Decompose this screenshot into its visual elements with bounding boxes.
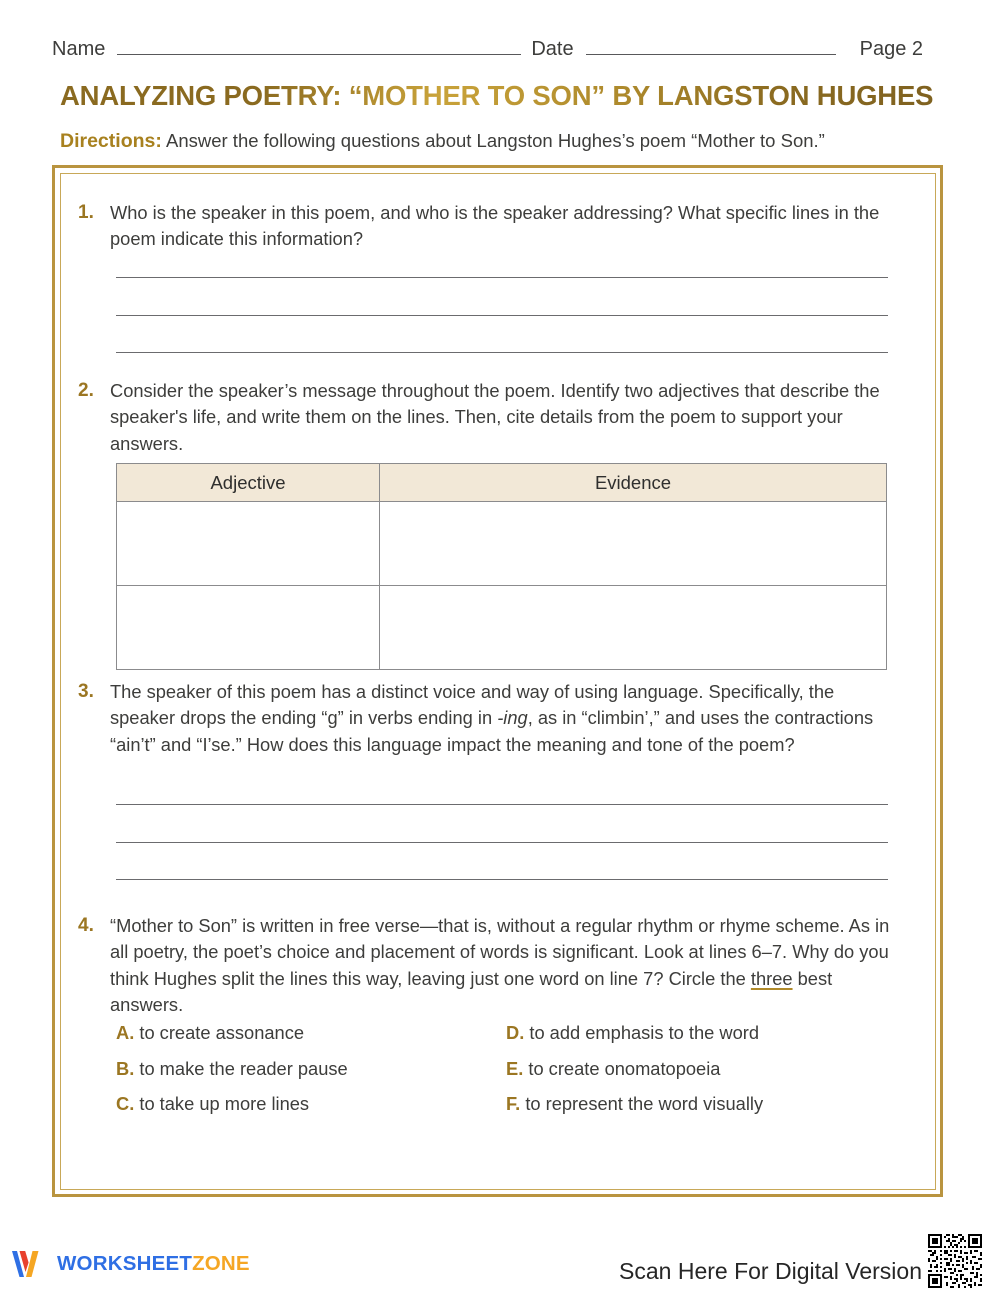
answer-line[interactable] bbox=[116, 352, 888, 353]
date-label: Date bbox=[531, 38, 574, 60]
name-label: Name bbox=[52, 38, 106, 60]
question-4-text bbox=[110, 913, 898, 1018]
table-row bbox=[117, 586, 887, 670]
question-3-text bbox=[110, 679, 898, 758]
answer-line[interactable] bbox=[116, 804, 888, 805]
option-c-letter: C. bbox=[116, 1093, 135, 1114]
question-3-answer-lines[interactable] bbox=[116, 804, 888, 880]
table-header-row bbox=[117, 464, 887, 502]
table-cell-evidence[interactable] bbox=[380, 502, 887, 586]
option-b-label: to make the reader pause bbox=[134, 1057, 348, 1079]
question-1-text: Who is the speaker in this poem, and who is the speaker addressing? What specific lines in the poem indicate this information? bbox=[110, 202, 880, 250]
question-1-number: 1. bbox=[78, 202, 94, 223]
brand-text-worksheet: WORKSHEET bbox=[57, 1252, 193, 1275]
question-3-text-part2: , as in “climbin’,” and uses the contractions “ain’t” and “I’se.” How does this language impact the meaning and tone of the poem? bbox=[110, 707, 874, 755]
question-4 bbox=[78, 913, 898, 1018]
page-footer bbox=[0, 1228, 1000, 1294]
directions-line bbox=[60, 130, 960, 153]
date-write-line bbox=[586, 54, 836, 55]
qr-code-icon[interactable] bbox=[926, 1232, 984, 1290]
option-d-label: to add emphasis to the word bbox=[524, 1022, 760, 1043]
brand-text-zone: ZONE bbox=[192, 1252, 250, 1275]
question-1-answer-lines[interactable] bbox=[116, 277, 888, 353]
question-3-italic-ing: -ing bbox=[497, 707, 528, 729]
option-c[interactable] bbox=[116, 1093, 506, 1115]
option-f-letter: F. bbox=[506, 1093, 521, 1114]
option-e[interactable] bbox=[506, 1058, 906, 1080]
page-number-label: Page 2 bbox=[859, 38, 923, 60]
question-1 bbox=[78, 200, 898, 253]
page-title: ANALYZING POETRY: “MOTHER TO SON” BY LANGSTON HUGHES bbox=[60, 80, 960, 112]
table-cell-adjective[interactable] bbox=[117, 502, 380, 586]
question-3-text-part1: The speaker of this poem has a distinct voice and way of using language. Specifically, the speaker drops the ending “g” in verbs ending in bbox=[110, 681, 835, 729]
table-header-evidence: Evidence bbox=[380, 464, 887, 502]
question-2-number: 2. bbox=[78, 380, 94, 401]
scan-instruction-text: Scan Here For Digital Version bbox=[619, 1258, 922, 1284]
option-e-label: to create onomatopoeia bbox=[523, 1057, 721, 1079]
question-3 bbox=[78, 679, 898, 758]
w-logo-icon bbox=[10, 1248, 46, 1280]
option-f-label: to represent the word visually bbox=[520, 1093, 764, 1114]
question-4-options bbox=[116, 1022, 906, 1129]
directions-label: Directions: bbox=[60, 130, 162, 152]
option-a[interactable] bbox=[116, 1022, 506, 1044]
option-c-label: to take up more lines bbox=[134, 1093, 310, 1114]
question-3-number: 3. bbox=[78, 681, 94, 702]
question-2 bbox=[78, 378, 898, 457]
question-4-underlined-three: three bbox=[750, 967, 793, 989]
answer-line[interactable] bbox=[116, 277, 888, 278]
table-cell-evidence[interactable] bbox=[380, 586, 887, 670]
answer-line[interactable] bbox=[116, 879, 888, 880]
question-4-text-part1: “Mother to Son” is written in free verse—that is, without a regular rhythm or rhyme scheme. As in all poetry, the poet’s choice and placement of words is significant. Look at lines 6–7. Why do you think Hughes split the lines this way, leaving just one word on line 7? Circle the bbox=[110, 915, 890, 989]
answer-line[interactable] bbox=[116, 842, 888, 843]
brand-wordmark bbox=[57, 1252, 250, 1276]
page-header bbox=[52, 38, 948, 64]
directions-text: Answer the following questions about Langston Hughes’s poem “Mother to Son.” bbox=[161, 130, 825, 151]
answer-line[interactable] bbox=[116, 315, 888, 316]
option-a-letter: A. bbox=[116, 1022, 135, 1043]
adjective-evidence-table bbox=[116, 463, 887, 670]
option-e-letter: E. bbox=[506, 1057, 524, 1079]
worksheet-zone-logo[interactable] bbox=[10, 1248, 250, 1280]
option-b-letter: B. bbox=[116, 1057, 135, 1079]
table-row bbox=[117, 502, 887, 586]
question-2-text: Consider the speaker’s message throughout the poem. Identify two adjectives that describe the speaker's life, and write them on the lines. Then, cite details from the poem to support your answers. bbox=[110, 380, 880, 454]
option-d[interactable] bbox=[506, 1022, 906, 1044]
option-d-letter: D. bbox=[506, 1022, 525, 1043]
option-a-label: to create assonance bbox=[134, 1022, 304, 1043]
table-header-adjective: Adjective bbox=[117, 464, 380, 502]
table-cell-adjective[interactable] bbox=[117, 586, 380, 670]
option-f[interactable] bbox=[506, 1093, 906, 1115]
name-write-line bbox=[117, 54, 521, 55]
option-b[interactable] bbox=[116, 1058, 506, 1080]
question-4-number: 4. bbox=[78, 915, 94, 936]
question-4-text-part2: best answers. bbox=[110, 967, 833, 1015]
